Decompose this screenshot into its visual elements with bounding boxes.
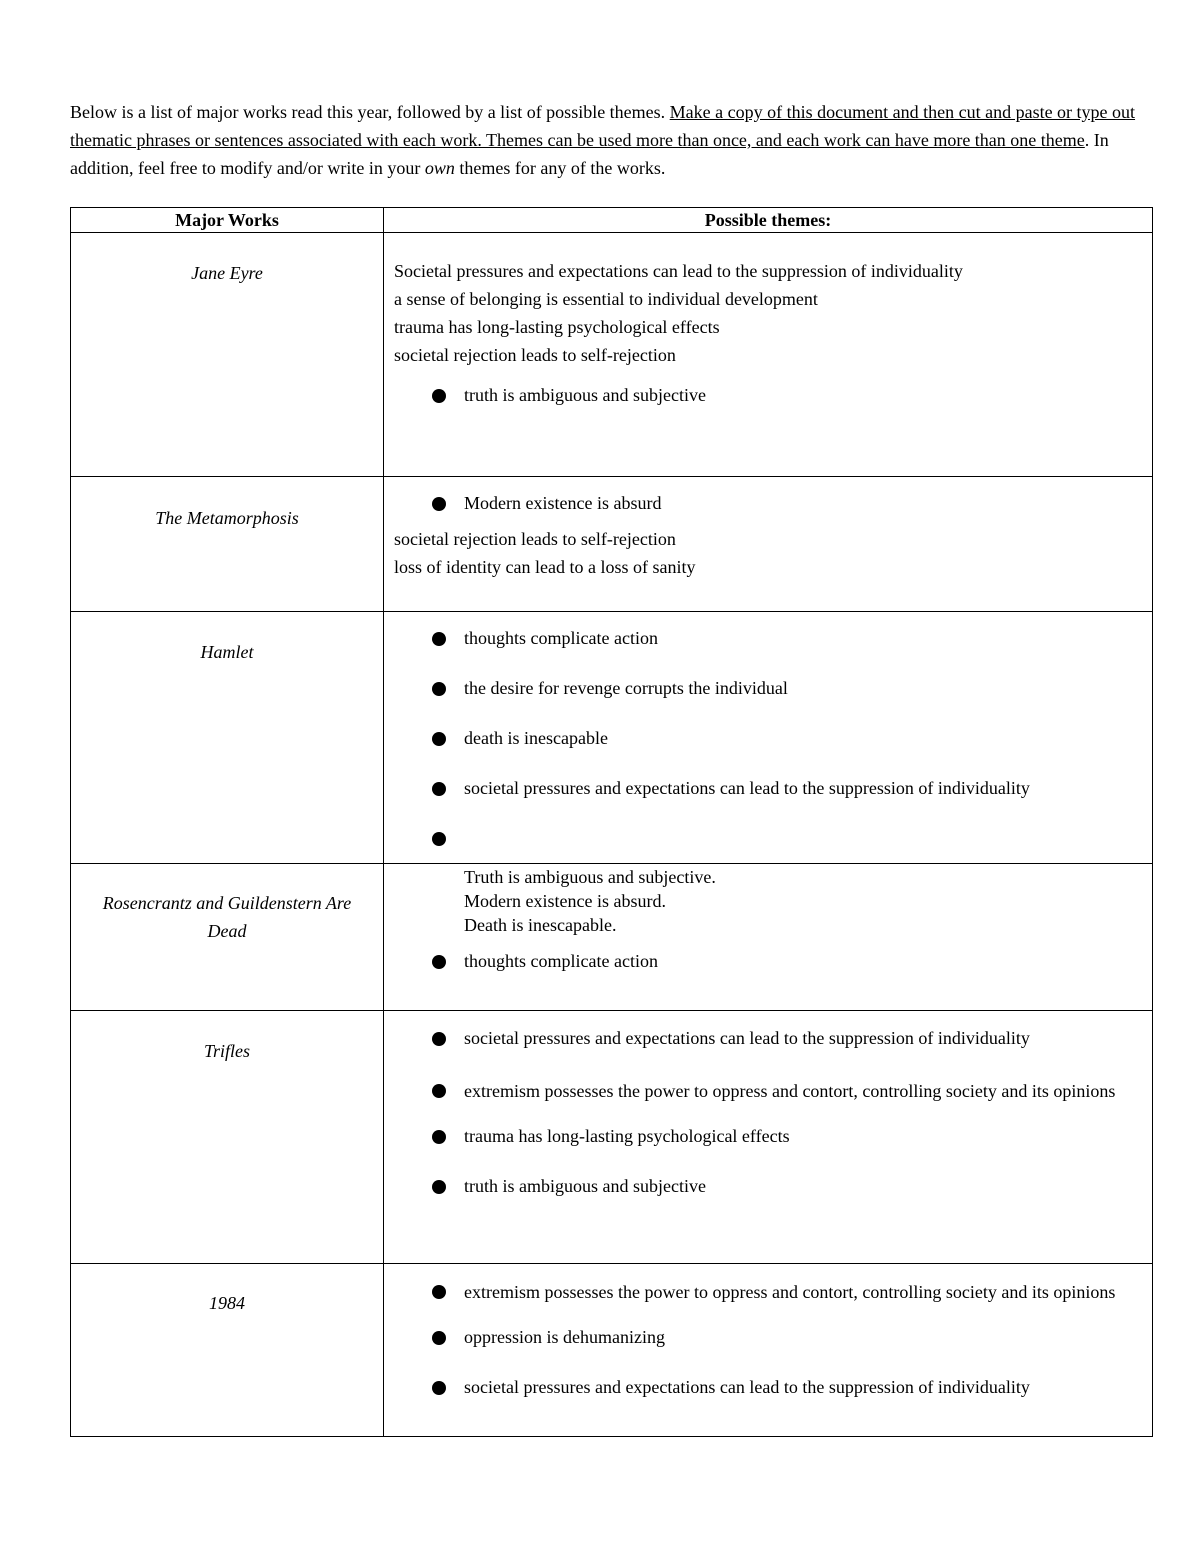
table-row-trifles [71,1011,1153,1264]
themes-table [70,207,1153,1437]
theme-bullet-text: Modern existence is absurd [464,493,662,513]
work-title-jane-eyre: Jane Eyre [191,263,263,283]
theme-bullet [384,381,1152,409]
theme-line: Death is inescapable. [464,915,617,935]
theme-bullet-text: extremism possesses the power to oppress and contort, controlling society and its opinions [464,1282,1116,1302]
header-possible-themes: Possible themes: [384,208,1153,233]
themes-cell-rosencrantz[interactable] [384,864,1153,1011]
theme-bullet-text: societal pressures and expectations can lead to the suppression of individuality [464,778,1030,798]
table-row-metamorphosis [71,477,1153,612]
themes-cell-jane-eyre[interactable] [384,233,1153,477]
instructions-own-italic: own [424,158,455,178]
themes-cell-1984[interactable] [384,1264,1153,1437]
bullet-icon [432,1381,446,1395]
theme-line: Modern existence is absurd. [464,891,666,911]
bullet-icon [432,497,446,511]
theme-bullet-text: truth is ambiguous and subjective [464,385,706,405]
theme-line: a sense of belonging is essential to individual development [394,289,818,309]
work-title-1984: 1984 [209,1293,245,1313]
theme-bullet [384,1275,1152,1309]
theme-bullet [384,1323,1152,1351]
theme-bullet-text: oppression is dehumanizing [464,1327,665,1347]
bullet-icon [432,832,446,846]
themes-cell-metamorphosis[interactable] [384,477,1153,612]
table-row-hamlet [71,612,1153,864]
theme-bullet [384,489,1152,517]
table-row-1984 [71,1264,1153,1437]
instructions-part-1: Below is a list of major works read this year, followed by a list of possible themes. [70,102,670,122]
work-cell-1984 [71,1264,384,1437]
theme-line: societal rejection leads to self-rejection [394,345,676,365]
bullet-icon [432,1032,446,1046]
themes-cell-hamlet[interactable] [384,612,1153,864]
work-title-rosencrantz-line1: Rosencrantz and Guildenstern Are [102,893,352,913]
bullet-icon [432,955,446,969]
theme-line: Societal pressures and expectations can lead to the suppression of individuality [394,261,963,281]
work-cell-metamorphosis [71,477,384,612]
bullet-icon [432,1180,446,1194]
bullet-icon [432,1084,446,1098]
theme-bullet [384,724,1152,752]
bullet-icon [432,782,446,796]
theme-line: loss of identity can lead to a loss of sanity [394,557,696,577]
bullet-icon [432,1130,446,1144]
table-header-row [71,208,1153,233]
theme-bullet-text: extremism possesses the power to oppress and contort, controlling society and its opinions [464,1081,1116,1101]
table-row-jane-eyre [71,233,1153,477]
work-cell-hamlet [71,612,384,864]
theme-bullet-text: truth is ambiguous and subjective [464,1176,706,1196]
theme-bullet [384,1024,1152,1052]
instructions-part-3: . In addition, feel free to modify and/or write in your [70,130,1109,178]
work-title-rosencrantz-line2: Dead [207,921,247,941]
theme-bullet [384,1172,1152,1200]
bullet-icon [432,682,446,696]
themes-cell-trifles[interactable] [384,1011,1153,1264]
theme-line: trauma has long-lasting psychological effects [394,317,720,337]
theme-bullet-text: trauma has long-lasting psychological effects [464,1126,790,1146]
theme-bullet-text: thoughts complicate action [464,628,658,648]
theme-bullet [384,674,1152,702]
instructions-underlined: Make a copy of this document and then cut and paste or type out thematic phrases or sentences associated with each work. Themes can be used more than once, and each work can have more than one theme [70,102,1136,150]
table-row-rosencrantz [71,864,1153,1011]
header-major-works: Major Works [71,208,384,233]
theme-line: societal rejection leads to self-rejection [394,529,676,549]
theme-bullet [384,1373,1152,1401]
bullet-icon [432,732,446,746]
theme-bullet-empty[interactable] [384,824,1152,846]
work-cell-rosencrantz [71,864,384,1011]
work-title-metamorphosis: The Metamorphosis [155,508,299,528]
instructions-paragraph [70,98,1140,182]
work-title-hamlet: Hamlet [200,642,254,662]
theme-bullet-text: death is inescapable [464,728,608,748]
theme-bullet [384,774,1152,802]
work-cell-trifles [71,1011,384,1264]
theme-bullet-text: the desire for revenge corrupts the individual [464,678,788,698]
bullet-icon [432,632,446,646]
instructions-part-5: themes for any of the works. [454,158,666,178]
work-title-trifles: Trifles [203,1041,251,1061]
theme-bullet [384,624,1152,652]
theme-bullet [384,947,1152,975]
theme-bullet-text: societal pressures and expectations can lead to the suppression of individuality [464,1377,1030,1397]
bullet-icon [432,389,446,403]
work-cell-jane-eyre [71,233,384,477]
theme-bullet [384,1122,1152,1150]
bullet-icon [432,1285,446,1299]
bullet-icon [432,1331,446,1345]
theme-bullet-text: societal pressures and expectations can lead to the suppression of individuality [464,1028,1030,1048]
theme-line: Truth is ambiguous and subjective. [464,867,716,887]
theme-bullet [384,1074,1152,1108]
theme-bullet-text: thoughts complicate action [464,951,658,971]
